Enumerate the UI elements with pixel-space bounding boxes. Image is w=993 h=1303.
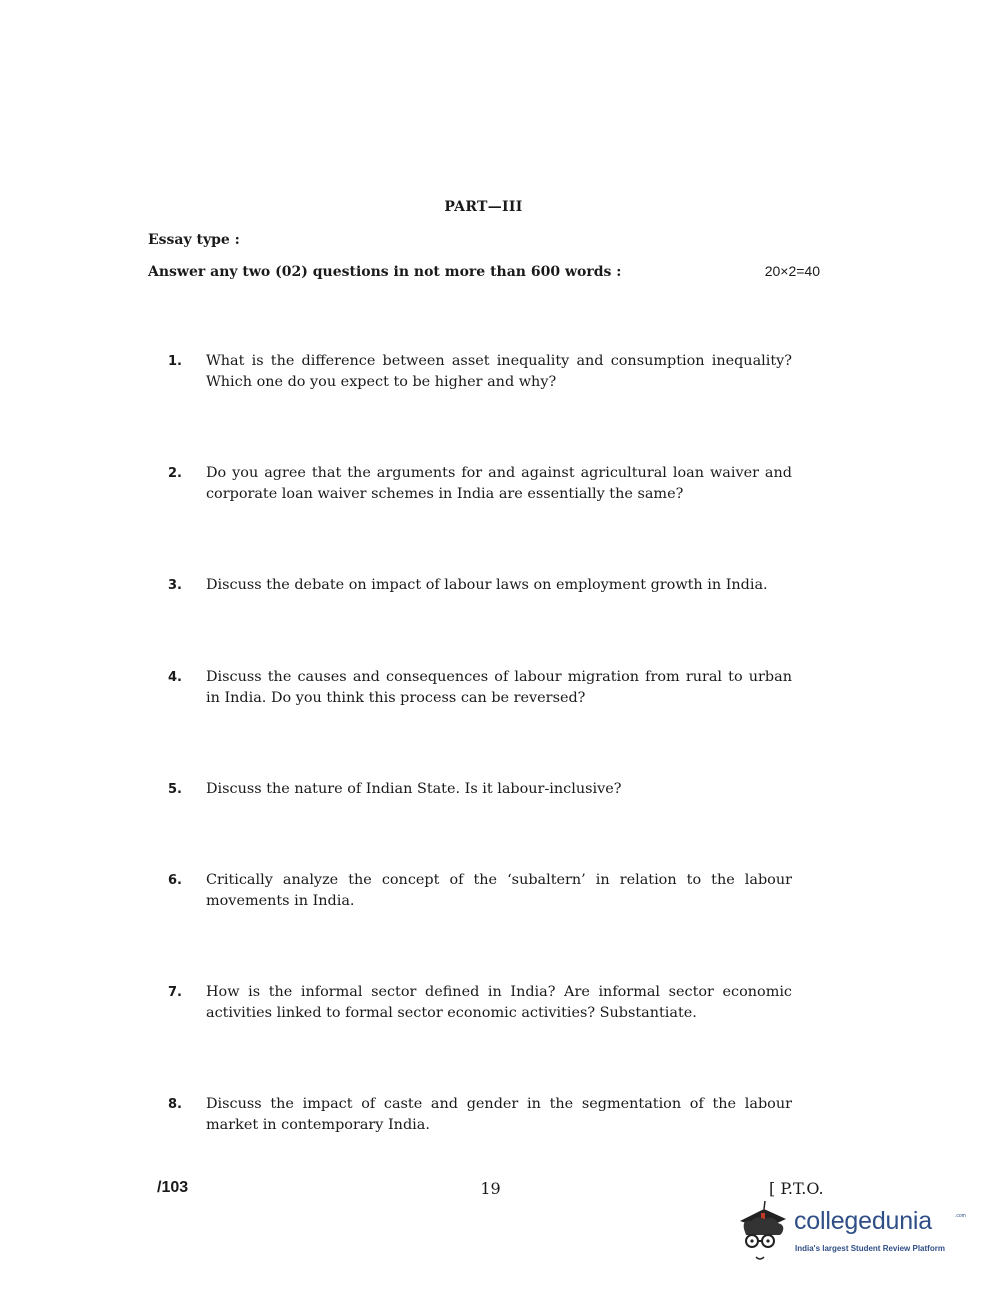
question-text: Discuss the nature of Indian State. Is it labour-inclusive?: [206, 781, 622, 797]
question-number: 7.: [168, 985, 182, 1000]
part-heading: PART—III: [444, 199, 523, 215]
question-item: [168, 667, 792, 709]
mascot-icon: [734, 1199, 794, 1265]
question-item: [168, 982, 792, 1024]
question-item: [168, 575, 792, 596]
question-text: Do you agree that the arguments for and against agricultural loan waiver and corporate loan waiver schemes in India are essentially the same?: [206, 465, 792, 502]
logo-domain-suffix: .com: [955, 1213, 966, 1219]
question-number: 8.: [168, 1097, 182, 1112]
question-number: 6.: [168, 873, 182, 888]
marks-allocation: 20×2=40: [764, 263, 820, 279]
question-text: What is the difference between asset inequality and consumption inequality? Which one do you expect to be higher and why?: [206, 353, 792, 390]
question-item: [168, 870, 792, 912]
collegedunia-logo[interactable]: [734, 1199, 964, 1267]
question-item: [168, 351, 792, 393]
logo-tagline: India's largest Student Review Platform: [795, 1244, 945, 1253]
question-text: How is the informal sector defined in India? Are informal sector economic activities linked to formal sector economic activities? Substantiate.: [206, 984, 792, 1021]
page-number: 19: [480, 1179, 501, 1198]
pto-label: [ P.T.O.: [769, 1179, 824, 1198]
logo-wordmark: collegedunia: [794, 1207, 932, 1235]
question-number: 3.: [168, 578, 182, 593]
instruction-text: Answer any two (02) questions in not more than 600 words :: [148, 264, 622, 280]
question-text: Discuss the impact of caste and gender in the segmentation of the labour market in contemporary India.: [206, 1096, 792, 1133]
instruction-row: [148, 263, 820, 280]
question-item: [168, 779, 792, 800]
essay-type-label: Essay type :: [148, 232, 240, 248]
question-number: 4.: [168, 670, 182, 685]
paper-code: /103: [157, 1179, 189, 1196]
question-text: Discuss the causes and consequences of labour migration from rural to urban in India. Do you think this process can be reversed?: [206, 669, 792, 706]
question-number: 5.: [168, 782, 182, 797]
question-text: Critically analyze the concept of the ‘subaltern’ in relation to the labour movements in India.: [206, 872, 792, 909]
question-item: [168, 1094, 792, 1136]
question-item: [168, 463, 792, 505]
question-number: 1.: [168, 354, 182, 369]
question-text: Discuss the debate on impact of labour laws on employment growth in India.: [206, 577, 768, 593]
question-number: 2.: [168, 466, 182, 481]
